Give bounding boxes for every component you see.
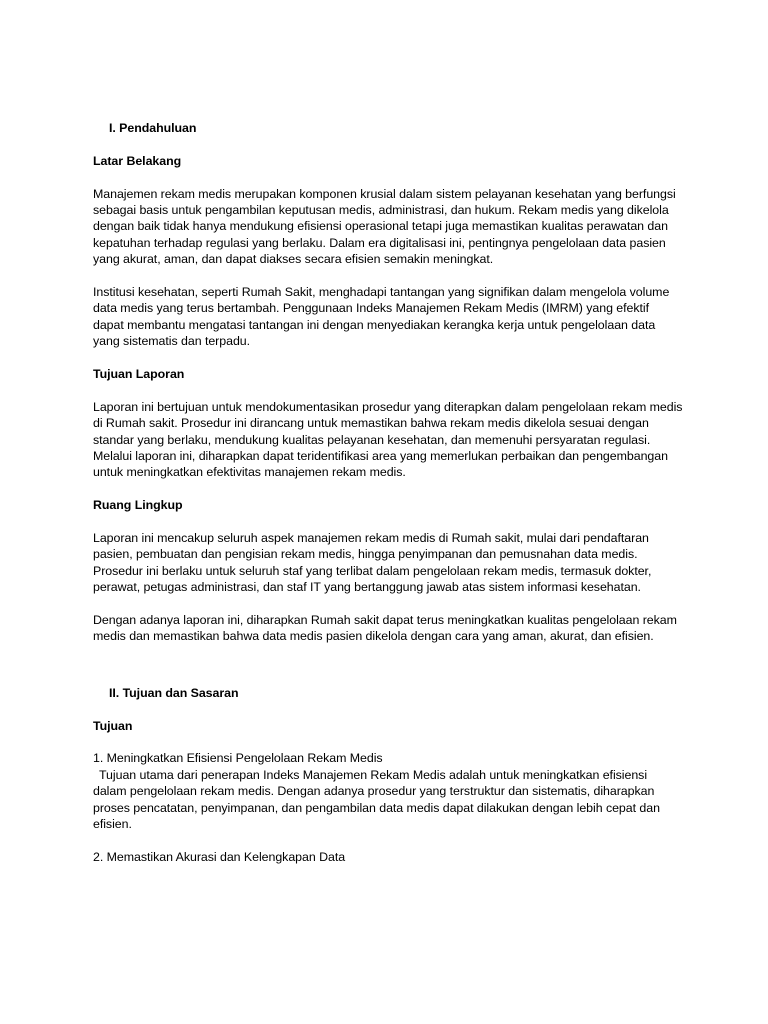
tujuan-heading: Tujuan [93, 718, 133, 733]
tujuan-laporan-heading: Tujuan Laporan [93, 367, 185, 382]
tujuan-item-2-title: 2. Memastikan Akurasi dan Kelengkapan Data [93, 849, 346, 864]
ruang-lingkup-paragraph-2: Dengan adanya laporan ini, diharapkan Rumah sakit dapat terus meningkatkan kualitas pengelolaan rekam medis dan memastikan bahwa data medis pasien dikelola dengan cara yang aman, akurat, dan efisien. [93, 613, 677, 644]
latar-belakang-paragraph-1: Manajemen rekam medis merupakan komponen krusial dalam sistem pelayanan kesehatan yang berfungsi sebagai basis untuk pengambilan keputusan medis, administrasi, dan hukum. Rekam medis yang dikelola dengan baik tidak hanya mendukung efisiensi operasional tetapi juga memastikan kualitas perawatan dan kepatuhan terhadap regulasi yang berlaku. Dalam era digitalisasi ini, pentingnya pengelolaan data pasien yang akurat, aman, dan dapat diakses secara efisien semakin meningkat. [93, 186, 676, 267]
tujuan-item-1-title: 1. Meningkatkan Efisiensi Pengelolaan Rekam Medis [93, 751, 383, 766]
latar-belakang-heading: Latar Belakang [93, 153, 182, 168]
tujuan-item-1-body: Tujuan utama dari penerapan Indeks Manajemen Rekam Medis adalah untuk meningkatkan efisiensi dalam pengelolaan rekam medis. Dengan adanya prosedur yang terstruktur dan sistematis, diharapkan proses pencatatan, penyimpanan, dan pengambilan data medis dapat dilakukan dengan lebih cepat dan efisien. [93, 767, 660, 832]
ruang-lingkup-heading: Ruang Lingkup [93, 498, 183, 513]
document-content [93, 120, 683, 865]
section-1-heading: I. Pendahuluan [109, 121, 197, 135]
ruang-lingkup-paragraph-1: Laporan ini mencakup seluruh aspek manajemen rekam medis di Rumah sakit, mulai dari pendaftaran pasien, pembuatan dan pengisian rekam medis, hingga penyimpanan dan pemusnahan data medis. Prosedur ini berlaku untuk seluruh staf yang terlibat dalam pengelolaan rekam medis, termasuk dokter, perawat, petugas administrasi, dan staf IT yang bertanggung jawab atas sistem informasi kesehatan. [93, 531, 652, 595]
latar-belakang-paragraph-2: Institusi kesehatan, seperti Rumah Sakit, menghadapi tantangan yang signifikan dalam mengelola volume data medis yang terus bertambah. Penggunaan Indeks Manajemen Rekam Medis (IMRM) yang efektif dapat membantu mengatasi tantangan ini dengan menyediakan kerangka kerja untuk pengelolaan data yang sistematis dan terpadu. [93, 285, 670, 349]
section-2-heading: II. Tujuan dan Sasaran [109, 685, 239, 700]
tujuan-laporan-paragraph: Laporan ini bertujuan untuk mendokumentasikan prosedur yang diterapkan dalam pengelolaan rekam medis di Rumah sakit. Prosedur ini dirancang untuk memastikan bahwa rekam medis dikelola sesuai dengan standar yang berlaku, mendukung kualitas pelayanan kesehatan, dan memenuhi persyaratan regulasi. Melalui laporan ini, diharapkan dapat teridentifikasi area yang memerlukan perbaikan dan pengembangan untuk meningkatkan efektivitas manajemen rekam medis. [93, 399, 683, 480]
